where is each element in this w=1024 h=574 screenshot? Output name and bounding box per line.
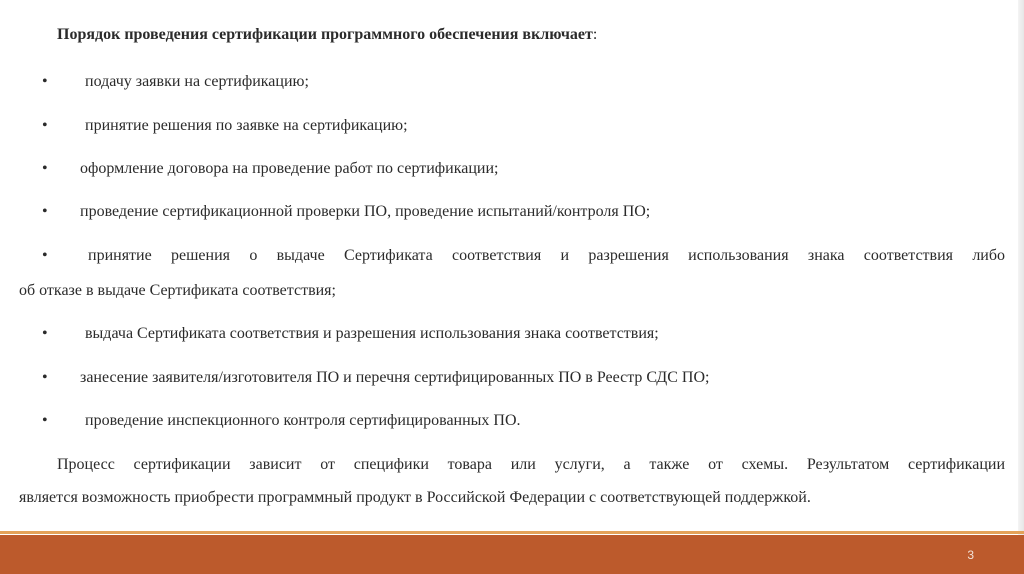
bullet-marker: •: [42, 160, 48, 177]
list-item-issue-certificate: выдача Сертификата соответствия и разрешения использования знака соответствия;: [85, 325, 659, 342]
list-item-registry-entry: занесение заявителя/изготовителя ПО и перечня сертифицированных ПО в Реестр СДС ПО;: [80, 369, 710, 386]
slide-heading: [57, 26, 597, 44]
bullet-marker: •: [42, 247, 48, 264]
list-item-certificate-decision: принятие решения о выдаче Сертификата соответствия и разрешения использования знака соответствия либо: [88, 247, 1005, 264]
page-number: 3: [967, 548, 974, 562]
footer-bar: [0, 535, 1024, 574]
footer-divider: [0, 531, 1024, 534]
closing-paragraph-line1: Процесс сертификации зависит от специфики товара или услуги, а также от схемы. Результатом сертификации: [57, 456, 1005, 473]
bullet-marker: •: [42, 325, 48, 342]
heading-colon: :: [592, 26, 598, 43]
list-item-application-decision: принятие решения по заявке на сертификацию;: [85, 117, 408, 134]
list-item-certificate-decision-continued: об отказе в выдаче Сертификата соответствия;: [19, 282, 336, 299]
bullet-marker: •: [42, 203, 48, 220]
bullet-marker: •: [42, 369, 48, 386]
bullet-marker: •: [42, 412, 48, 429]
list-item-certification-check: проведение сертификационной проверки ПО, проведение испытаний/контроля ПО;: [80, 203, 651, 220]
list-item-contract: оформление договора на проведение работ по сертификации;: [80, 160, 499, 177]
bullet-marker: •: [42, 117, 48, 134]
heading-text: Порядок проведения сертификации программного обеспечения включает: [57, 26, 593, 43]
bullet-marker: •: [42, 73, 48, 90]
list-item-inspection-control: проведение инспекционного контроля сертифицированных ПО.: [85, 412, 521, 429]
closing-paragraph-line2: является возможность приобрести программный продукт в Российской Федерации с соответствующей поддержкой.: [19, 489, 811, 506]
list-item-submit-application: подачу заявки на сертификацию;: [85, 73, 309, 90]
